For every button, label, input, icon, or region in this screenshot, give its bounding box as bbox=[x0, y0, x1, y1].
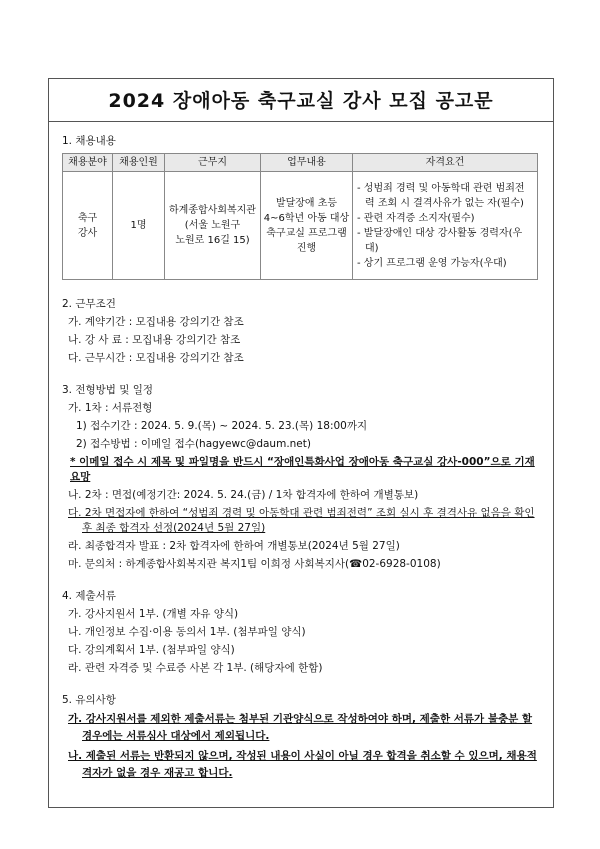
section-heading: 4. 제출서류 bbox=[62, 590, 116, 602]
document-line: 라. 관련 자격증 및 수료증 사본 각 1부. (해당자에 한함) bbox=[68, 662, 323, 674]
cell-field bbox=[63, 172, 113, 280]
selection-line: 1) 접수기간 : 2024. 5. 9.(목) ~ 2024. 5. 23.(목) 18:00까지 bbox=[76, 420, 368, 432]
requirement-item: - 성범죄 경력 및 아동학대 관련 범죄전력 조회 시 결격사유가 없는 자(필수) bbox=[357, 182, 525, 209]
condition-line: 나. 강 사 료 : 모집내용 강의기간 참조 bbox=[68, 334, 241, 346]
section-notes bbox=[62, 693, 542, 782]
section-heading: 1. 채용내용 bbox=[62, 135, 116, 147]
cell-count: 1명 bbox=[113, 172, 165, 280]
column-header: 자격요건 bbox=[353, 154, 538, 172]
condition-line: 다. 근무시간 : 모집내용 강의기간 참조 bbox=[68, 352, 244, 364]
requirement-item: - 발달장애인 대상 강사활동 경력자(우대) bbox=[357, 227, 523, 254]
document-line: 나. 개인정보 수집·이용 동의서 1부. (첨부파일 양식) bbox=[68, 626, 306, 638]
selection-line: 라. 최종합격자 발표 : 2차 합격자에 한하여 개별통보(2024년 5월 27일) bbox=[68, 540, 400, 552]
column-header: 근무지 bbox=[165, 154, 261, 172]
column-header: 채용분야 bbox=[63, 154, 113, 172]
section-documents bbox=[62, 589, 542, 676]
requirement-item: - 상기 프로그램 운영 가능자(우대) bbox=[357, 257, 507, 269]
column-header: 업무내용 bbox=[261, 154, 353, 172]
section-heading: 3. 전형방법 및 일정 bbox=[62, 384, 154, 396]
selection-line: 2) 접수방법 : 이메일 접수(hagyewc@daum.net) bbox=[76, 438, 311, 450]
column-header: 채용인원 bbox=[113, 154, 165, 172]
contact-line: 마. 문의처 : 하계종합사회복지관 복지1팀 이희정 사회복지사(☎02-6928-0108) bbox=[68, 558, 441, 570]
cell-place bbox=[165, 172, 261, 280]
section-recruitment bbox=[62, 134, 542, 280]
section-heading: 2. 근무조건 bbox=[62, 298, 116, 310]
document-line: 다. 강의계획서 1부. (첨부파일 양식) bbox=[68, 644, 235, 656]
section-conditions bbox=[62, 297, 542, 366]
work-line: 축구교실 프로그램 bbox=[266, 227, 347, 239]
email-note: * 이메일 접수 시 제목 및 파일명을 반드시 “장애인특화사업 장애아동 축구교실 강사-000”으로 기재요망 bbox=[70, 456, 535, 483]
requirement-item: - 관련 자격증 소지자(필수) bbox=[357, 212, 475, 224]
document-body bbox=[62, 134, 542, 782]
document-line: 가. 강사지원서 1부. (개별 자유 양식) bbox=[68, 608, 239, 620]
place-line: 하계종합사회복지관 bbox=[169, 205, 256, 216]
cell-requirements bbox=[353, 172, 538, 280]
notice-line: 나. 제출된 서류는 반환되지 않으며, 작성된 내용이 사실이 아닐 경우 합격을 취소할 수 있으며, 채용적격자가 없을 경우 재공고 합니다. bbox=[68, 750, 537, 779]
condition-line: 가. 계약기간 : 모집내용 강의기간 참조 bbox=[68, 316, 244, 328]
selection-line: 다. 2차 면접자에 한하여 “성범죄 경력 및 아동학대 관련 범죄전력” 조회 실시 후 결격사유 없음을 확인 후 최종 합격자 선정(2024년 5월 27일) bbox=[68, 507, 535, 534]
field-line: 강사 bbox=[77, 227, 98, 239]
work-line: 발달장애 초등 bbox=[275, 197, 338, 209]
place-line: (서울 노원구 bbox=[184, 220, 241, 231]
section-selection bbox=[62, 383, 542, 572]
work-line: 4~6학년 아동 대상 bbox=[263, 212, 350, 224]
field-line: 축구 bbox=[77, 212, 98, 224]
notice-line: 가. 강사지원서를 제외한 제출서류는 첨부된 기관양식으로 작성하여야 하며, 제출한 서류가 불충분 할 경우에는 서류심사 대상에서 제외됩니다. bbox=[68, 713, 533, 742]
place-line: 노원로 16길 15) bbox=[175, 235, 250, 246]
selection-line: 나. 2차 : 면접(예정기간: 2024. 5. 24.(금) / 1차 합격자에 한하여 개별통보) bbox=[68, 489, 419, 501]
document-title: 2024 장애아동 축구교실 강사 모집 공고문 bbox=[48, 78, 554, 122]
section-heading: 5. 유의사항 bbox=[62, 694, 116, 706]
table-header-row bbox=[63, 154, 538, 172]
work-line: 진행 bbox=[296, 242, 317, 254]
cell-work bbox=[261, 172, 353, 280]
selection-line: 가. 1차 : 서류전형 bbox=[68, 402, 153, 414]
recruitment-table bbox=[62, 153, 538, 280]
table-row bbox=[63, 172, 538, 280]
